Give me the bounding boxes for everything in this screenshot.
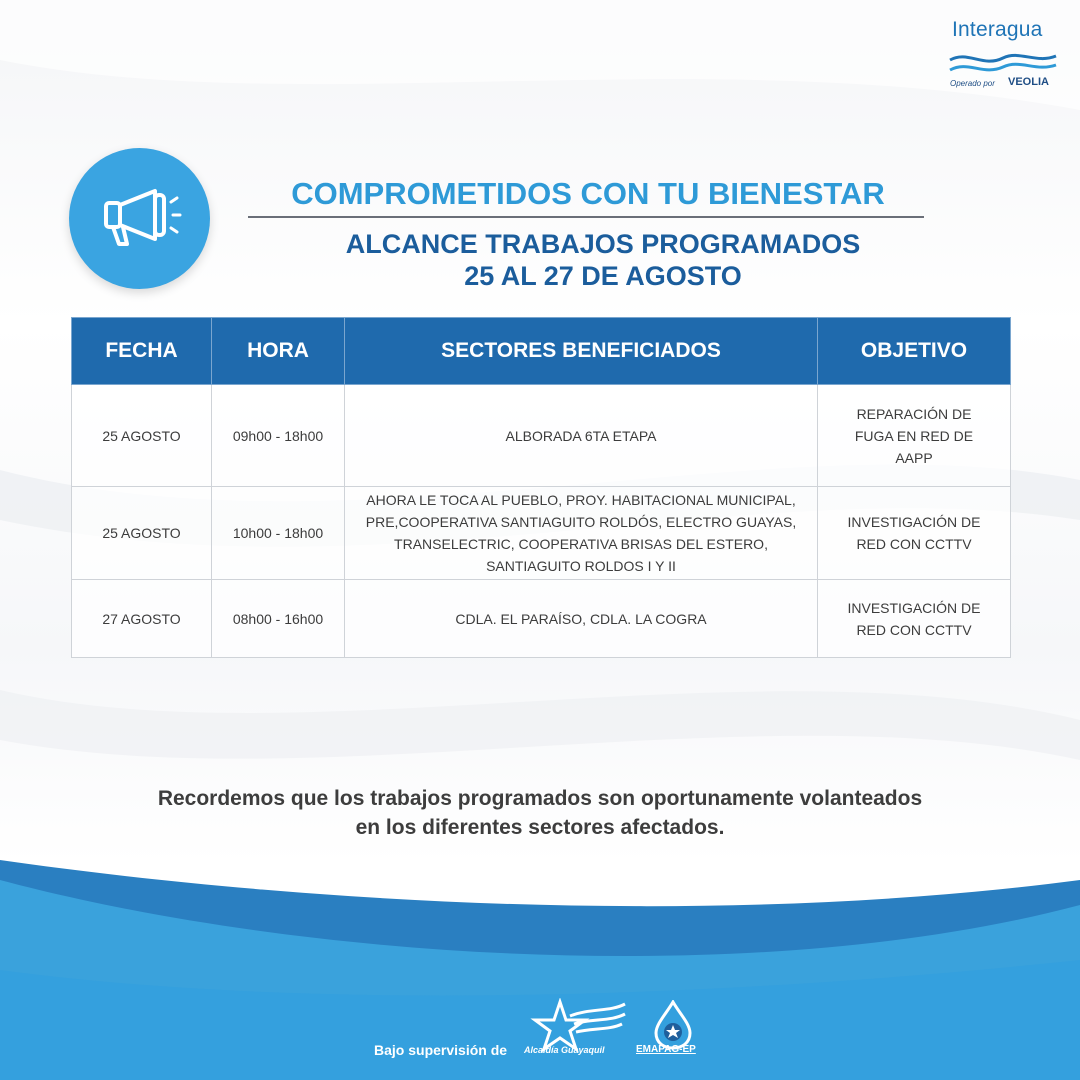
cell-fecha: 25 AGOSTO xyxy=(72,385,212,487)
cell-sectores: CDLA. EL PARAÍSO, CDLA. LA COGRA xyxy=(345,580,818,658)
veolia-label: VEOLIA xyxy=(1008,76,1049,88)
alcaldia-label: Alcaldía Guayaquil xyxy=(524,1045,605,1055)
emapag-label: EMAPAG-EP xyxy=(636,1044,696,1055)
subtitle xyxy=(250,228,956,292)
title-divider xyxy=(248,216,924,218)
cell-sectores: AHORA LE TOCA AL PUEBLO, PROY. HABITACIONAL MUNICIPAL, PRE,COOPERATIVA SANTIAGUITO ROLDÓS, ELECTRO GUAYAS, TRANSELECTRIC, COOPERATIVA BRISAS DEL ESTERO, SANTIAGUITO ROLDOS I Y II xyxy=(345,487,818,580)
table-row xyxy=(72,487,1011,580)
cell-fecha: 27 AGOSTO xyxy=(72,580,212,658)
column-header-fecha: FECHA xyxy=(72,318,212,385)
cell-hora: 08h00 - 16h00 xyxy=(212,580,345,658)
cell-objetivo: INVESTIGACIÓN DE RED CON CCTTV xyxy=(818,580,1011,658)
cell-fecha: 25 AGOSTO xyxy=(72,487,212,580)
operated-by-label: Operado por xyxy=(950,79,995,88)
column-header-objetivo: OBJETIVO xyxy=(818,318,1011,385)
megaphone-icon xyxy=(69,148,210,289)
brand-name: Interagua xyxy=(952,18,1043,41)
megaphone-badge xyxy=(69,148,210,289)
waves-icon xyxy=(948,50,1058,76)
reminder-line-1: Recordemos que los trabajos programados son oportunamente volanteados xyxy=(157,787,923,810)
cell-objetivo: REPARACIÓN DE FUGA EN RED DE AAPP xyxy=(818,385,1011,487)
schedule-table xyxy=(71,317,1010,658)
cell-sectores: ALBORADA 6TA ETAPA xyxy=(345,385,818,487)
supervision-label: Bajo supervisión de xyxy=(374,1042,508,1058)
reminder-note xyxy=(60,784,1020,842)
subtitle-line-2: 25 AL 27 DE AGOSTO xyxy=(464,261,742,291)
cell-hora: 09h00 - 18h00 xyxy=(212,385,345,487)
column-header-sectores: SECTORES BENEFICIADOS xyxy=(345,318,818,385)
cell-hora: 10h00 - 18h00 xyxy=(212,487,345,580)
interagua-logo xyxy=(944,16,1062,96)
main-title: COMPROMETIDOS CON TU BIENESTAR xyxy=(291,176,885,211)
table-header-row xyxy=(72,318,1011,385)
table-row xyxy=(72,385,1011,487)
reminder-line-2: en los diferentes sectores afectados. xyxy=(355,816,725,839)
column-header-hora: HORA xyxy=(212,318,345,385)
table-row xyxy=(72,580,1011,658)
subtitle-line-1: ALCANCE TRABAJOS PROGRAMADOS xyxy=(345,229,861,259)
cell-objetivo: INVESTIGACIÓN DE RED CON CCTTV xyxy=(818,487,1011,580)
